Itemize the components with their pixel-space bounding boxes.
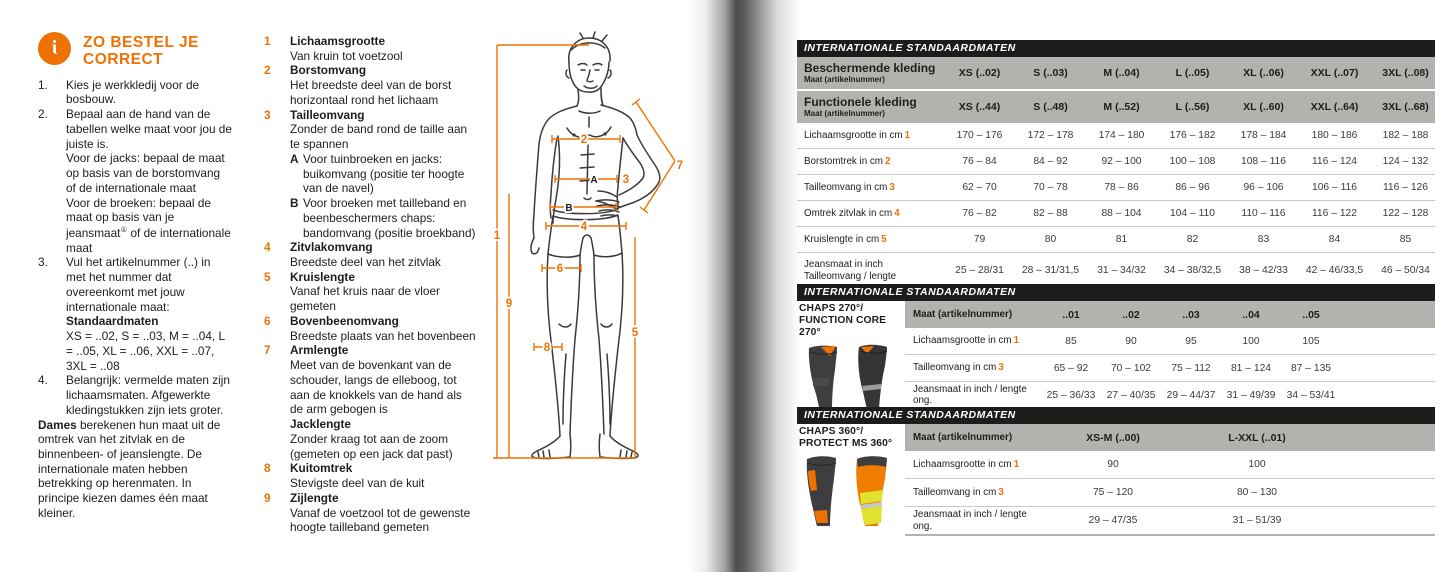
figure-label-6: 6 xyxy=(556,263,564,275)
header-label: Maat (artikelnummer) xyxy=(913,431,1013,443)
table-chaps-270 xyxy=(797,284,1435,410)
measurement-definitions xyxy=(264,34,478,535)
size-value-cell: 31 – 34/32 xyxy=(1097,265,1146,276)
table-row xyxy=(905,355,1435,382)
definition-item xyxy=(264,63,478,107)
size-value-cell: 75 – 120 xyxy=(1092,487,1134,498)
header-label xyxy=(797,62,944,84)
size-column-header: M (..04) xyxy=(1103,67,1140,79)
size-column-header: S (..48) xyxy=(1033,101,1068,113)
row-label xyxy=(905,384,1041,407)
ladies-note xyxy=(38,418,234,521)
figure-label-5: 5 xyxy=(631,327,639,339)
definition-description: Vanaf de voetzool tot de gewenste hoogte tailleband gemeten xyxy=(290,505,471,535)
human-figure xyxy=(531,32,660,458)
product-chaps-360 xyxy=(799,426,903,531)
size-value-cell: 76 – 82 xyxy=(962,208,997,219)
definition-item xyxy=(264,314,478,343)
row-label xyxy=(905,509,1041,532)
table-row xyxy=(905,451,1435,479)
definition-term: Jacklengte xyxy=(290,417,351,432)
definition-body xyxy=(290,343,478,461)
row-label xyxy=(905,335,1041,346)
ordering-step xyxy=(38,373,238,417)
header-title: Beschermende kleding xyxy=(804,61,936,76)
row-label xyxy=(905,362,1041,373)
text-run: Voor de broeken: bepaal de maat op basis van je jeansmaat xyxy=(66,195,211,240)
text-run: of de internationale maat xyxy=(66,225,231,255)
size-value-cell: 29 – 44/37 xyxy=(1166,389,1216,401)
definition-body xyxy=(290,63,478,107)
row-label-text: Tailleomvang in cm xyxy=(913,486,997,498)
text-run: Vul het artikelnummer (..) in met het nummer dat overeenkomt met jouw internationale maat: xyxy=(66,255,211,314)
size-value-cell: 87 – 135 xyxy=(1290,362,1332,374)
definition-number: 9 xyxy=(264,490,271,505)
size-value-cell: 65 – 92 xyxy=(1053,362,1089,374)
size-value-cell: 100 – 108 xyxy=(1169,156,1216,167)
definition-description: Meet van de bovenkant van de schouder, langs de elleboog, tot aan de knokkels van de hand als de arm gebogen is xyxy=(290,358,462,417)
product-title-line1: CHAPS 270°/ xyxy=(799,303,864,314)
size-value-cell: 116 – 126 xyxy=(1382,182,1429,193)
table-chaps-360 xyxy=(797,407,1435,536)
figure-label-9: 9 xyxy=(505,298,513,310)
table-row xyxy=(797,149,1435,175)
definition-term: Zijlengte xyxy=(290,490,339,505)
chaps-270-table xyxy=(905,301,1435,410)
header-label xyxy=(797,96,944,118)
definition-body xyxy=(290,108,478,241)
size-value-cell: 110 – 116 xyxy=(1241,208,1286,219)
size-header-row xyxy=(797,91,1435,123)
size-header-row xyxy=(797,57,1435,89)
row-label-text: Jeansmaat in inch / lengte ong. xyxy=(913,383,1027,406)
definition-body xyxy=(290,34,478,63)
row-ref-number: 1 xyxy=(1013,458,1020,470)
step-number: 4. xyxy=(38,373,48,388)
size-header-row xyxy=(905,424,1435,451)
step-number: 1. xyxy=(38,77,48,92)
ordering-steps-list xyxy=(38,78,238,418)
size-value-cell: 90 xyxy=(1125,335,1137,347)
row-ref-number: 3 xyxy=(998,486,1004,498)
row-label xyxy=(905,459,1041,470)
size-value-cell: 124 – 132 xyxy=(1382,156,1429,167)
size-value-cell: 25 – 36/33 xyxy=(1046,389,1096,401)
definition-body xyxy=(290,240,478,269)
row-label xyxy=(797,182,944,194)
chaps-270-product-image xyxy=(799,342,899,414)
size-value-cell: 34 – 38/32,5 xyxy=(1163,265,1222,276)
size-column-header: XL (..06) xyxy=(1243,67,1284,79)
size-column-header: L (..05) xyxy=(1175,67,1210,79)
size-value-cell: 182 – 188 xyxy=(1382,130,1429,141)
definition-body xyxy=(290,461,478,490)
row-ref-number: 1 xyxy=(904,129,911,141)
size-column-header: XS (..02) xyxy=(958,67,1001,79)
size-value-cell: 62 – 70 xyxy=(962,182,997,193)
size-value-cell: 82 – 88 xyxy=(1033,208,1068,219)
size-value-cell: 178 – 184 xyxy=(1240,130,1287,141)
table-row xyxy=(905,507,1435,536)
section-title-line1: ZO BESTEL JE xyxy=(83,34,199,51)
text-run: Bepaal aan de hand van de tabellen welke maat voor jou de juiste is. xyxy=(66,107,232,151)
step-text xyxy=(66,78,232,107)
definition-number: 8 xyxy=(264,461,271,476)
size-value-cell: 116 – 124 xyxy=(1311,156,1358,167)
definition-number: 3 xyxy=(264,107,271,122)
size-value-cell: 84 – 92 xyxy=(1033,156,1068,167)
figure-label-A: A xyxy=(590,175,598,186)
size-value-cell: 85 xyxy=(1065,335,1077,347)
step-text xyxy=(66,255,232,373)
definition-number: 6 xyxy=(264,313,271,328)
row-label xyxy=(797,259,944,283)
size-value-cell: 172 – 178 xyxy=(1027,130,1074,141)
product-title xyxy=(799,303,903,339)
size-value-cell: 81 xyxy=(1115,234,1128,245)
section-title-line2: CORRECT xyxy=(83,51,164,69)
bold-text: Dames xyxy=(38,417,77,432)
definition-description: Zonder de band rond de taille aan te spannen xyxy=(290,122,468,152)
product-title-line2: PROTECT MS 360° xyxy=(799,438,893,450)
ordering-step xyxy=(38,78,238,107)
definition-item xyxy=(264,34,478,63)
product-title-line1: CHAPS 360°/ xyxy=(799,426,864,437)
row-label-text: Lichaamsgrootte in cm xyxy=(804,129,903,141)
definition-body xyxy=(290,314,478,343)
chaps-360-table xyxy=(905,424,1435,536)
size-column-header: XXL (..64) xyxy=(1310,101,1359,113)
size-value-cell: 106 – 116 xyxy=(1311,182,1358,193)
row-label-text: Borstomtrek in cm xyxy=(804,155,883,167)
header-subtitle: Maat (artikelnummer) xyxy=(804,74,885,84)
step-paragraph xyxy=(66,314,232,329)
size-table-header xyxy=(797,57,1435,123)
definition-item xyxy=(264,240,478,269)
definition-description: Het breedste deel van de borst horizontaal rond het lichaam xyxy=(290,78,452,107)
row-label xyxy=(905,487,1041,498)
table-title-bar: INTERNATIONALE STANDAARDMATEN xyxy=(797,284,1435,301)
page-left xyxy=(0,0,700,572)
definition-item xyxy=(264,108,478,241)
row-ref-number: 3 xyxy=(889,181,895,193)
figure-label-B: B xyxy=(565,203,573,214)
row-label xyxy=(797,234,944,246)
size-column-header: ..02 xyxy=(1122,308,1140,321)
size-value-cell: 28 – 31/31,5 xyxy=(1021,265,1080,276)
definition-term: Lichaamsgrootte xyxy=(290,34,386,48)
text-run: Kies je werkkledij voor de bosbouw. xyxy=(66,77,200,107)
size-value-cell: 84 xyxy=(1328,234,1341,245)
definition-item xyxy=(264,461,478,490)
size-value-cell: 122 – 128 xyxy=(1382,208,1429,219)
figure-label-4: 4 xyxy=(580,221,588,233)
size-value-cell: 170 – 176 xyxy=(956,130,1003,141)
step-number: 3. xyxy=(38,255,48,270)
size-column-header: M (..52) xyxy=(1103,101,1140,113)
size-value-cell: 42 – 46/33,5 xyxy=(1305,265,1364,276)
definition-subitem xyxy=(290,196,478,240)
definition-term: Borstomvang xyxy=(290,63,367,78)
step-text xyxy=(66,373,232,417)
size-column-header: XS (..44) xyxy=(958,101,1001,113)
figure-label-3: 3 xyxy=(622,174,630,186)
size-value-cell: 116 – 122 xyxy=(1311,208,1358,219)
size-value-cell: 79 xyxy=(973,234,986,245)
text-run: XS = ..02, S = ..03, M = ..04, L = ..05, XL = ..06, XXL = ..07, 3XL = ..08 xyxy=(66,329,225,373)
size-value-cell: 95 xyxy=(1185,335,1197,347)
definition-description: Zonder kraag tot aan de zoom (gemeten op een jack dat past) xyxy=(290,431,453,461)
size-value-cell: 75 – 112 xyxy=(1171,362,1211,374)
text-run: ① xyxy=(120,225,128,235)
step-number: 2. xyxy=(38,107,48,122)
definition-body xyxy=(290,491,478,535)
definition-term: Tailleomvang xyxy=(290,107,365,122)
definition-term: Zitvlakomvang xyxy=(290,240,373,255)
table-row xyxy=(905,382,1435,410)
step-text xyxy=(66,107,232,255)
definition-description: Breedste deel van het zitvlak xyxy=(290,255,441,270)
step-paragraph xyxy=(66,255,232,314)
header-title: Functionele kleding xyxy=(804,95,917,110)
row-label-text: Lichaamsgrootte in cm xyxy=(913,458,1012,470)
size-value-cell: 80 xyxy=(1044,234,1057,245)
product-chaps-270 xyxy=(799,303,903,414)
definition-number: 4 xyxy=(264,240,271,255)
row-label-text: Tailleomvang in cm xyxy=(804,181,888,193)
text-run: berekenen hun maat uit de omtrek van het zitvlak en de binnenbeen- of jeanslengte. De internationale maten hebben betrekking op herenmaten. In principe kiezen dames één maat kleiner. xyxy=(38,417,221,520)
body-measurement-figure xyxy=(483,24,701,564)
subitem-letter: B xyxy=(290,196,299,211)
row-label-text: Jeansmaat in inch / lengte ong. xyxy=(913,509,1027,532)
definition-term: Kruislengte xyxy=(290,269,355,284)
definition-item xyxy=(264,491,478,535)
bold-text: Standaardmaten xyxy=(66,314,159,329)
table-title-bar: INTERNATIONALE STANDAARDMATEN xyxy=(797,40,1435,57)
subitem-text: Voor broeken met tailleband en beenbeschermers chaps: bandomvang (positie broekband) xyxy=(303,196,476,240)
table-row xyxy=(797,201,1435,227)
row-ref-number: 1 xyxy=(1013,335,1020,347)
row-label xyxy=(797,130,944,142)
row-label xyxy=(797,208,944,220)
size-value-cell: 104 – 110 xyxy=(1169,208,1216,219)
definition-term: Bovenbeenomvang xyxy=(290,313,399,328)
row-label-text: Omtrek zitvlak in cm xyxy=(804,207,893,219)
table-title-bar: INTERNATIONALE STANDAARDMATEN xyxy=(797,407,1435,424)
row-label-text: Jeansmaat in inch xyxy=(804,258,883,270)
size-value-cell: 85 xyxy=(1399,234,1412,245)
size-value-cell: 108 – 116 xyxy=(1240,156,1287,167)
figure-label-7: 7 xyxy=(676,160,684,172)
size-value-cell: 46 – 50/34 xyxy=(1381,265,1430,276)
definition-description: Stevigste deel van de kuit xyxy=(290,476,425,491)
size-value-cell: 82 xyxy=(1186,234,1199,245)
size-column-header: ..01 xyxy=(1062,308,1080,321)
row-label-text2: Tailleomvang / lengte xyxy=(804,270,897,282)
size-table-body xyxy=(797,123,1435,290)
size-column-header: S (..03) xyxy=(1033,67,1068,79)
chaps-360-product-image xyxy=(799,453,899,531)
product-title xyxy=(799,426,903,450)
size-column-header: 3XL (..08) xyxy=(1382,67,1429,79)
size-value-cell: 25 – 28/31 xyxy=(955,265,1004,276)
subitem-text: Voor tuinbroeken en jacks: buikomvang (positie ter hoogte van de navel) xyxy=(303,151,465,196)
size-value-cell: 29 – 47/35 xyxy=(1088,515,1138,526)
table-row xyxy=(797,175,1435,201)
figure-label-8: 8 xyxy=(543,342,551,354)
size-value-cell: 100 xyxy=(1248,459,1266,470)
definition-item xyxy=(264,343,478,461)
step-paragraph xyxy=(66,151,232,195)
size-value-cell: 88 – 104 xyxy=(1101,208,1142,219)
text-run: Belangrijk: vermelde maten zijn lichaamsmaten. Afgewerkte kledingstukken zijn iets groter. xyxy=(66,373,230,417)
definition-description: Breedste plaats van het bovenbeen xyxy=(290,328,476,343)
ordering-step xyxy=(38,255,238,373)
size-column-header: ..03 xyxy=(1182,308,1200,321)
size-column-header: ..04 xyxy=(1242,308,1260,321)
size-column-header: XS-M (..00) xyxy=(1086,431,1140,444)
size-value-cell: 83 xyxy=(1257,234,1270,245)
row-ref-number: 4 xyxy=(894,207,900,219)
definition-subitem xyxy=(290,152,478,196)
size-value-cell: 96 – 106 xyxy=(1243,182,1284,193)
row-ref-number: 3 xyxy=(998,362,1004,374)
definition-description: Van kruin tot voetzool xyxy=(290,48,403,63)
size-value-cell: 174 – 180 xyxy=(1098,130,1145,141)
size-value-cell: 27 – 40/35 xyxy=(1106,389,1156,401)
row-label-text: Lichaamsgrootte in cm xyxy=(913,335,1012,347)
size-column-header: L-XXL (..01) xyxy=(1228,431,1286,444)
step-paragraph xyxy=(66,78,232,107)
measurement-lines xyxy=(493,45,675,458)
size-value-cell: 180 – 186 xyxy=(1311,130,1358,141)
row-label-text: Tailleomvang in cm xyxy=(913,362,997,374)
table-row xyxy=(797,123,1435,149)
header-subtitle: Maat (artikelnummer) xyxy=(804,108,885,118)
definition-number: 1 xyxy=(264,34,271,48)
size-value-cell: 90 xyxy=(1107,459,1119,470)
definition-body xyxy=(290,270,478,314)
size-value-cell: 31 – 51/39 xyxy=(1232,515,1282,526)
definition-number: 5 xyxy=(264,269,271,284)
table-row xyxy=(797,227,1435,253)
definition-number: 7 xyxy=(264,343,271,358)
product-title-line2: FUNCTION CORE 270° xyxy=(799,315,887,339)
size-value-cell: 80 – 130 xyxy=(1236,487,1278,498)
table-row xyxy=(905,479,1435,507)
row-ref-number: 2 xyxy=(884,155,891,167)
size-value-cell: 100 xyxy=(1242,335,1260,347)
size-value-cell: 34 – 53/41 xyxy=(1286,389,1336,401)
size-column-header: XL (..60) xyxy=(1243,101,1284,113)
size-value-cell: 76 – 84 xyxy=(962,156,997,167)
size-value-cell: 105 xyxy=(1302,335,1320,347)
size-column-header: XXL (..07) xyxy=(1310,67,1359,79)
definition-term: Armlengte xyxy=(290,343,349,358)
step-paragraph xyxy=(66,329,232,373)
figure-label-2: 2 xyxy=(580,134,588,146)
ordering-step xyxy=(38,107,238,255)
header-label: Maat (artikelnummer) xyxy=(913,308,1013,320)
size-header-row xyxy=(905,301,1435,328)
size-value-cell: 38 – 42/33 xyxy=(1239,265,1288,276)
size-column-header: 3XL (..68) xyxy=(1382,101,1429,113)
size-value-cell: 86 – 96 xyxy=(1175,182,1210,193)
step-paragraph xyxy=(66,107,232,151)
section-title xyxy=(83,32,199,69)
size-value-cell: 92 – 100 xyxy=(1101,156,1142,167)
row-label xyxy=(797,156,944,168)
step-paragraph xyxy=(66,196,232,256)
size-value-cell: 81 – 124 xyxy=(1230,362,1272,374)
figure-label-1: 1 xyxy=(493,230,501,242)
row-label-text: Kruislengte in cm xyxy=(804,233,880,245)
size-column-header: ..05 xyxy=(1302,308,1320,321)
page-spine-shadow xyxy=(688,0,800,572)
text-run: Voor de jacks: bepaal de maat op basis van de borstomvang of de internationale maat xyxy=(66,151,225,195)
section-header xyxy=(38,32,238,69)
table-row xyxy=(905,328,1435,355)
size-value-cell: 70 – 102 xyxy=(1110,362,1152,374)
size-value-cell: 78 – 86 xyxy=(1104,182,1139,193)
subitem-letter: A xyxy=(290,151,299,166)
size-value-cell: 70 – 78 xyxy=(1033,182,1068,193)
definition-term: Kuitomtrek xyxy=(290,461,353,476)
info-icon xyxy=(38,32,71,65)
info-icon-glyph: i xyxy=(51,37,58,59)
table-international-standard-sizes xyxy=(797,40,1435,290)
definition-item xyxy=(264,270,478,314)
ordering-instructions xyxy=(38,32,238,521)
definition-number: 2 xyxy=(264,63,271,78)
row-ref-number: 5 xyxy=(881,233,887,245)
size-value-cell: 176 – 182 xyxy=(1169,130,1216,141)
size-value-cell: 31 – 49/39 xyxy=(1226,389,1276,401)
definition-description: Vanaf het kruis naar de vloer gemeten xyxy=(290,284,440,314)
size-column-header: L (..56) xyxy=(1175,101,1210,113)
measurement-diagram xyxy=(483,24,701,564)
step-paragraph xyxy=(66,373,232,417)
